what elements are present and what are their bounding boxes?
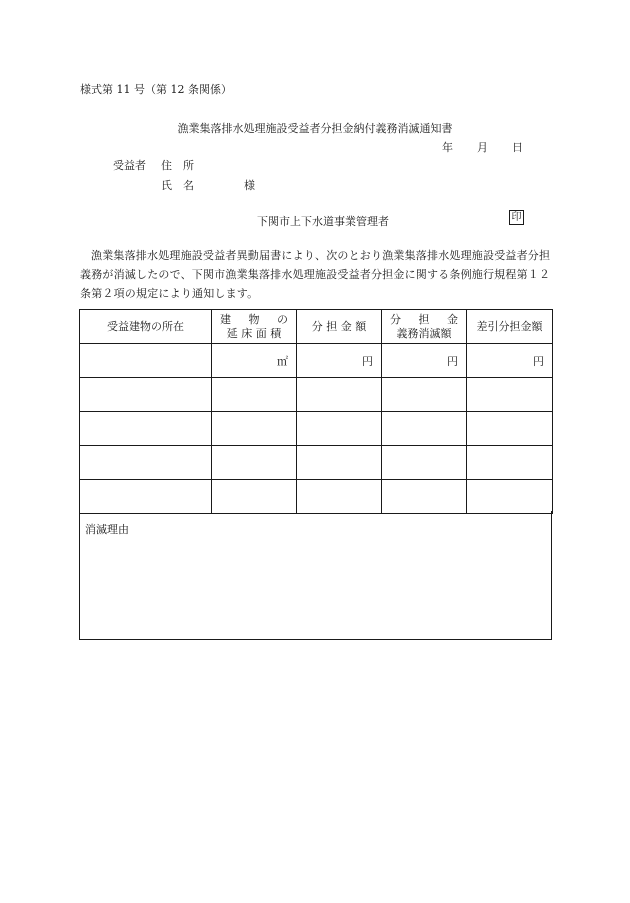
- cell[interactable]: [297, 480, 382, 514]
- table-row: [80, 378, 553, 412]
- unit-yen: 円: [533, 354, 544, 368]
- cell-extinct[interactable]: [382, 344, 467, 378]
- cell[interactable]: [297, 412, 382, 446]
- cell[interactable]: [80, 378, 212, 412]
- cell[interactable]: [80, 480, 212, 514]
- cell-area[interactable]: [212, 344, 297, 378]
- header-location: 受益建物の所在: [80, 310, 212, 344]
- reason-label: 消滅理由: [85, 523, 129, 536]
- cell-contribution[interactable]: [297, 344, 382, 378]
- table-row: [80, 412, 553, 446]
- header-contribution: 分 担 金 額: [297, 310, 382, 344]
- honorific: 様: [244, 179, 255, 192]
- cell[interactable]: [212, 412, 297, 446]
- cell[interactable]: [80, 412, 212, 446]
- header-extinct-amount: [382, 310, 467, 344]
- cell[interactable]: [382, 378, 467, 412]
- header-extinct-char: 金: [447, 312, 458, 326]
- header-floor-area-line2: 延 床 面 積: [226, 326, 282, 340]
- date-line: [442, 139, 523, 155]
- issuer-name: 下関市上下水道事業管理者: [257, 215, 389, 228]
- cell-location[interactable]: [80, 344, 212, 378]
- reason-box[interactable]: [79, 511, 552, 640]
- header-floor-area: [212, 310, 297, 344]
- header-extinct-char: 分: [390, 312, 401, 326]
- unit-yen: 円: [447, 354, 458, 368]
- cell[interactable]: [212, 480, 297, 514]
- unit-sqm: ㎡: [277, 354, 288, 368]
- header-floor-area-char: 物: [248, 312, 260, 326]
- cell[interactable]: [467, 412, 553, 446]
- date-year: 年: [442, 141, 453, 154]
- header-extinct-line2: 義務消滅額: [396, 326, 452, 340]
- cell[interactable]: [382, 412, 467, 446]
- cell[interactable]: [297, 446, 382, 480]
- recipient-label: 受益者: [113, 159, 146, 172]
- table-row: [80, 344, 553, 378]
- cell[interactable]: [80, 446, 212, 480]
- table-row: [80, 480, 553, 514]
- cell[interactable]: [382, 446, 467, 480]
- header-floor-area-char: の: [277, 312, 288, 326]
- name-label: 氏 名: [161, 179, 194, 192]
- date-day: 日: [512, 141, 523, 154]
- document-title: 漁業集落排水処理施設受益者分担金納付義務消滅通知書: [177, 122, 453, 135]
- form-number: 様式第 11 号（第 12 条関係）: [80, 83, 232, 96]
- address-label: 住 所: [161, 159, 194, 172]
- table-header-row: [80, 310, 553, 344]
- date-month: 月: [477, 141, 488, 154]
- cell[interactable]: [382, 480, 467, 514]
- header-difference: 差引分担金額: [467, 310, 553, 344]
- cell[interactable]: [467, 446, 553, 480]
- seal-box: 印: [509, 210, 524, 225]
- cell[interactable]: [467, 378, 553, 412]
- cell-difference[interactable]: [467, 344, 553, 378]
- header-floor-area-char: 建: [220, 312, 231, 326]
- cell[interactable]: [297, 378, 382, 412]
- table-row: [80, 446, 553, 480]
- detail-table: [79, 309, 553, 514]
- header-extinct-char: 担: [418, 312, 430, 326]
- notice-body: 漁業集落排水処理施設受益者異動届書により、次のとおり漁業集落排水処理施設受益者分担義務が消滅したので、下関市漁業集落排水処理施設受益者分担金に関する条例施行規程第１２条第２項の規定により通知します。: [80, 249, 551, 300]
- cell[interactable]: [212, 446, 297, 480]
- unit-yen: 円: [362, 354, 373, 368]
- cell[interactable]: [467, 480, 553, 514]
- cell[interactable]: [212, 378, 297, 412]
